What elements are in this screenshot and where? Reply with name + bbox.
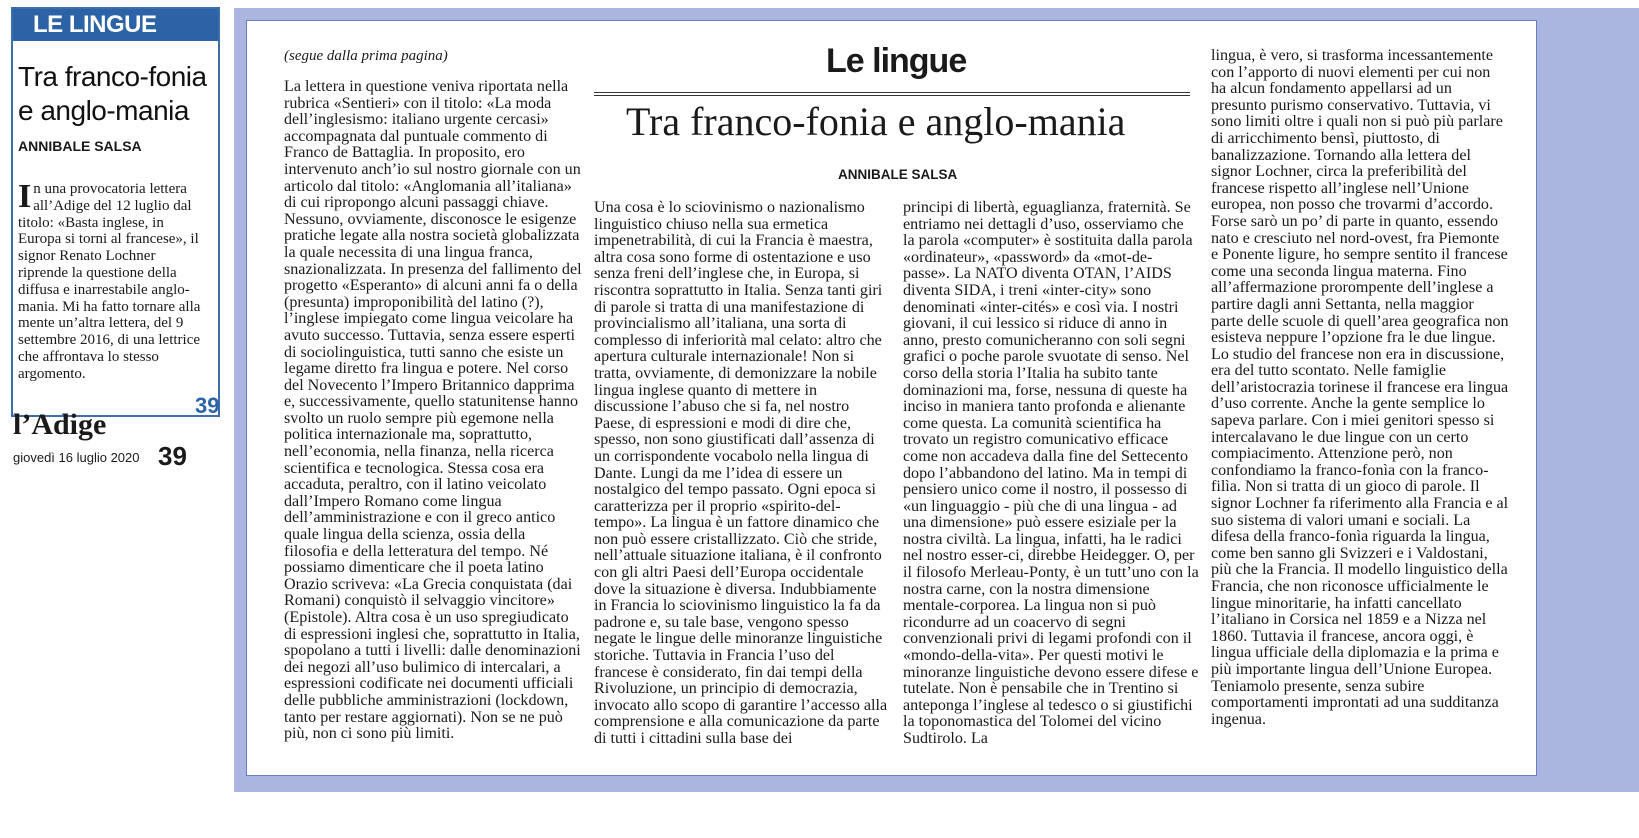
column-2-text: Una cosa è lo sciovinismo o nazionalismo linguistico chiuso nella sua ermetica impenetrabilità, di cui la Francia è maestra, altra cosa sono forme di ostentazione e uso senza freni dell’inglese che, in Europa, si riscontra soprattutto in Italia. Senza tanti giri di parole si tratta di una manifestazione di provincialismo all’italiana, una sorta di complesso di inferiorità mal celato: altro che apertura culturale internazionale! Non si tratta, ovviamente, di demonizzare la nobile lingua inglese quanto di mettere in discussione l’abuso che si fa, nel nostro Paese, di espressioni e modi di dire che, spesso, non sono giustificati dall’assenza di un corrispondente vocabolo nella lingua di Dante. Lungi da me l’idea di essere un nostalgico del tempo passato. Ogni epoca si caratterizza per il proprio «spirito-del-tempo». La lingua è un fattore dinamico che non può essere cristallizzato. Ciò che stride, nell’attuale situazione italiana, è il confronto con gli altri Paesi dell’Europa occidentale dove la situazione è diversa. Indubbiamente in Francia lo sciovinismo linguistico la fa da padrone e, su tale base, vengono spesso negate le lingue delle minoranze linguistiche storiche. Tuttavia in Francia l’uso del francese è considerato, fin dai tempi della Rivoluzione, un principio di democrazia, invocato allo scopo di garantire l’accesso alla comprensione e alla comunicazione da parte di tutti i cittadini sulla base dei	[594, 199, 888, 747]
article-rubric: Le lingue	[826, 42, 967, 80]
article-column-1	[284, 48, 582, 743]
rubric-rule-bottom	[594, 95, 1190, 96]
teaser-title	[18, 60, 208, 128]
continuation-note: (segue dalla prima pagina)	[284, 48, 448, 64]
article-column-2	[594, 200, 890, 748]
dateline: giovedì 16 luglio 2020	[13, 450, 140, 465]
teaser-lead	[18, 178, 206, 383]
column-4-text: lingua, è vero, si trasforma incessantemente con l’apporto di nuovi elementi per cui non ha alcun fondamento appellarsi ad un presunto purismo conservativo. Tuttavia, vi sono limiti oltre i quali non si può più parlare di arricchimento bensì, piuttosto, di banalizzazione. Tornando alla lettera del signor Lochner, circa la preferibilità del francese rispetto all’inglese nell’Unione europea, non posso che trovarmi d’accordo. Forse sarò un po’ di parte in quanto, essendo nato e cresciuto nel nord-ovest, fra Piemonte e Ponente ligure, ho sempre sentito il francese come una seconda lingua materna. Fino all’affermazione prorompente dell’inglese a partire dagli anni Settanta, nella maggior parte delle scuole di quell’area geografica non esisteva neppure l’opzione fra le due lingue. Lo studio del francese non era in discussione, era del tutto scontato. Nelle famiglie dell’aristocrazia torinese il francese era lingua d’uso corrente. Anche la gente semplice lo sapeva parlare. Con i miei genitori spesso si intercalavano le due lingue con un certo compiacimento. Attenzione però, non confondiamo la franco-fonìa con la franco-filìa. Non si tratta di un gioco di parole. Il signor Lochner fa riferimento alla Francia e al suo sistema di valori umani e sociali. La difesa della franco-fonìa riguarda la lingua, come ben sanno gli Svizzeri e i Valdostani, più che la Francia. Il modello linguistico della Francia, che non riconosce ufficialmente le lingue minoritarie, ha infatti cancellato l’italiano in Corsica nel 1859 e a Nizza nel 1860. Tuttavia il francese, ancora oggi, è lingua ufficiale della diplomazia e la prima e più importante lingua dell’Unione Europea. Teniamolo presente, senza subire comportamenti improntati ad una sudditanza ingenua.	[1211, 47, 1509, 728]
article-headline: Tra franco-fonia e anglo-mania	[626, 99, 1126, 144]
article-column-3	[903, 200, 1199, 748]
continua-page-number[interactable]: 39	[195, 393, 220, 418]
teaser-title-line2: e anglo-mania	[18, 95, 189, 126]
column-3-text: principi di libertà, eguaglianza, fraternità. Se entriamo nei dettagli d’uso, osserviamo che la parola «computer» è sostituita dalla parola «ordinateur», «password» da «mot-de-passe». La NATO diventa OTAN, l’AIDS diventa SIDA, i treni «inter-city» sono denominati «inter-cités» e così via. I nostri giovani, il cui lessico si riduce di anno in anno, presto comunicheranno con soli segni grafici o poche parole svuotate di senso. Nel corso della storia l’Italia ha subito tante dominazioni ma, forse, nessuna di queste ha inciso in maniera tanto profonda e alienante come questa. La comunità scientifica ha trovato un registro comunicativo efficace come non accadeva dalla fine del Settecento dopo l’abbandono del latino. Ma in tempi di pensiero unico come il nostro, il possesso di «un linguaggio - più che di una lingua - ad una dimensione» può essere esiziale per la nostra civiltà. La lingua, infatti, ha le radici nel nostro esser-ci, direbbe Heidegger. O, per il filosofo Merleau-Ponty, è un tutt’uno con la nostra carne, con la nostra dimensione mentale-corporea. La lingua non si può ricondurre ad un coacervo di segni convenzionali privi di legami profondi con il «mondo-della-vita». Per questi motivi le minoranze linguistiche devono essere difese e tutelate. Non è pensabile che in Trentino si anteponga l’inglese al tedesco o si giustifichi la toponomastica del Tolomei del vicino Sudtirolo. La	[903, 199, 1199, 747]
page-number: 39	[158, 441, 187, 471]
article-column-4	[1211, 48, 1509, 728]
column-1-text: La lettera in questione veniva riportata nella rubrica «Sentieri» con il titolo: «La moda dell’inglesismo: italiano urgente cercasi» accompagnata dal puntuale commento di Franco de Battaglia. In proposito, ero intervenuto anch’io sul nostro giornale con un articolo dal titolo: «Anglomania all’italiana» di cui ripropongo alcuni passaggi chiave. Nessuno, ovviamente, disconosce le esigenze pratiche legate alla nostra società globalizzata la quale necessita di una lingua franca, snazionalizzata. In presenza del fallimento del progetto «Esperanto» di alcuni anni fa o della (presunta) improponibilità del latino (?), l’inglese impiegato come lingua veicolare ha avuto successo. Tuttavia, senza essere esperti di sociolinguistica, tutti sanno che esiste un legame diretto fra lingua e potere. Nel corso del Novecento l’Impero Britannico dapprima e, successivamente, quello statunitense hanno svolto un ruolo sempre più egemone nella politica internazionale ma, soprattutto, nell’economia, nella finanza, nella ricerca scientifica e tecnologica. Stessa cosa era accaduta, peraltro, con il latino veicolato dall’Impero Romano come lingua dell’amministrazione e con il greco antico quale lingua della scienza, ossia della filosofia e della letteratura del tempo. Né possiamo dimenticare che il poeta latino Orazio scriveva: «La Grecia conquistata (dai Romani) conquistò il selvaggio vincitore» (Epistole). Altra cosa è un uso spregiudicato di espressioni inglesi che, soprattutto in Italia, spopolano a tutti i livelli: dalle denominazioni dei negozi all’uso bulimico di intercalari, a espressioni codificate nei documenti ufficiali delle pubbliche amministrazioni (lockdown, tanto per restare aggiornati). Non se ne può più, non ci sono più limiti.	[284, 78, 582, 743]
teaser-title-line1: Tra franco-fonia	[18, 61, 207, 92]
newspaper-masthead: l’Adige	[13, 408, 107, 441]
rubric-rule-top	[594, 92, 1190, 93]
teaser-lead-text: n una provocatoria lettera all’Adige del 12 luglio dal titolo: «Basta inglese, in Europa si torni al francese», il signor Renato Lochner riprende la questione della diffusa e inarrestabile anglo-mania. Mi ha fatto tornare alla mente un’altra lettera, del 9 settembre 2016, di una lettrice che affrontava lo stesso argomento.	[18, 181, 201, 382]
article-byline: ANNIBALE SALSA	[838, 167, 958, 182]
section-tag: LE LINGUE	[13, 9, 218, 41]
teaser-author: ANNIBALE SALSA	[18, 138, 142, 154]
drop-cap: I	[18, 178, 32, 215]
